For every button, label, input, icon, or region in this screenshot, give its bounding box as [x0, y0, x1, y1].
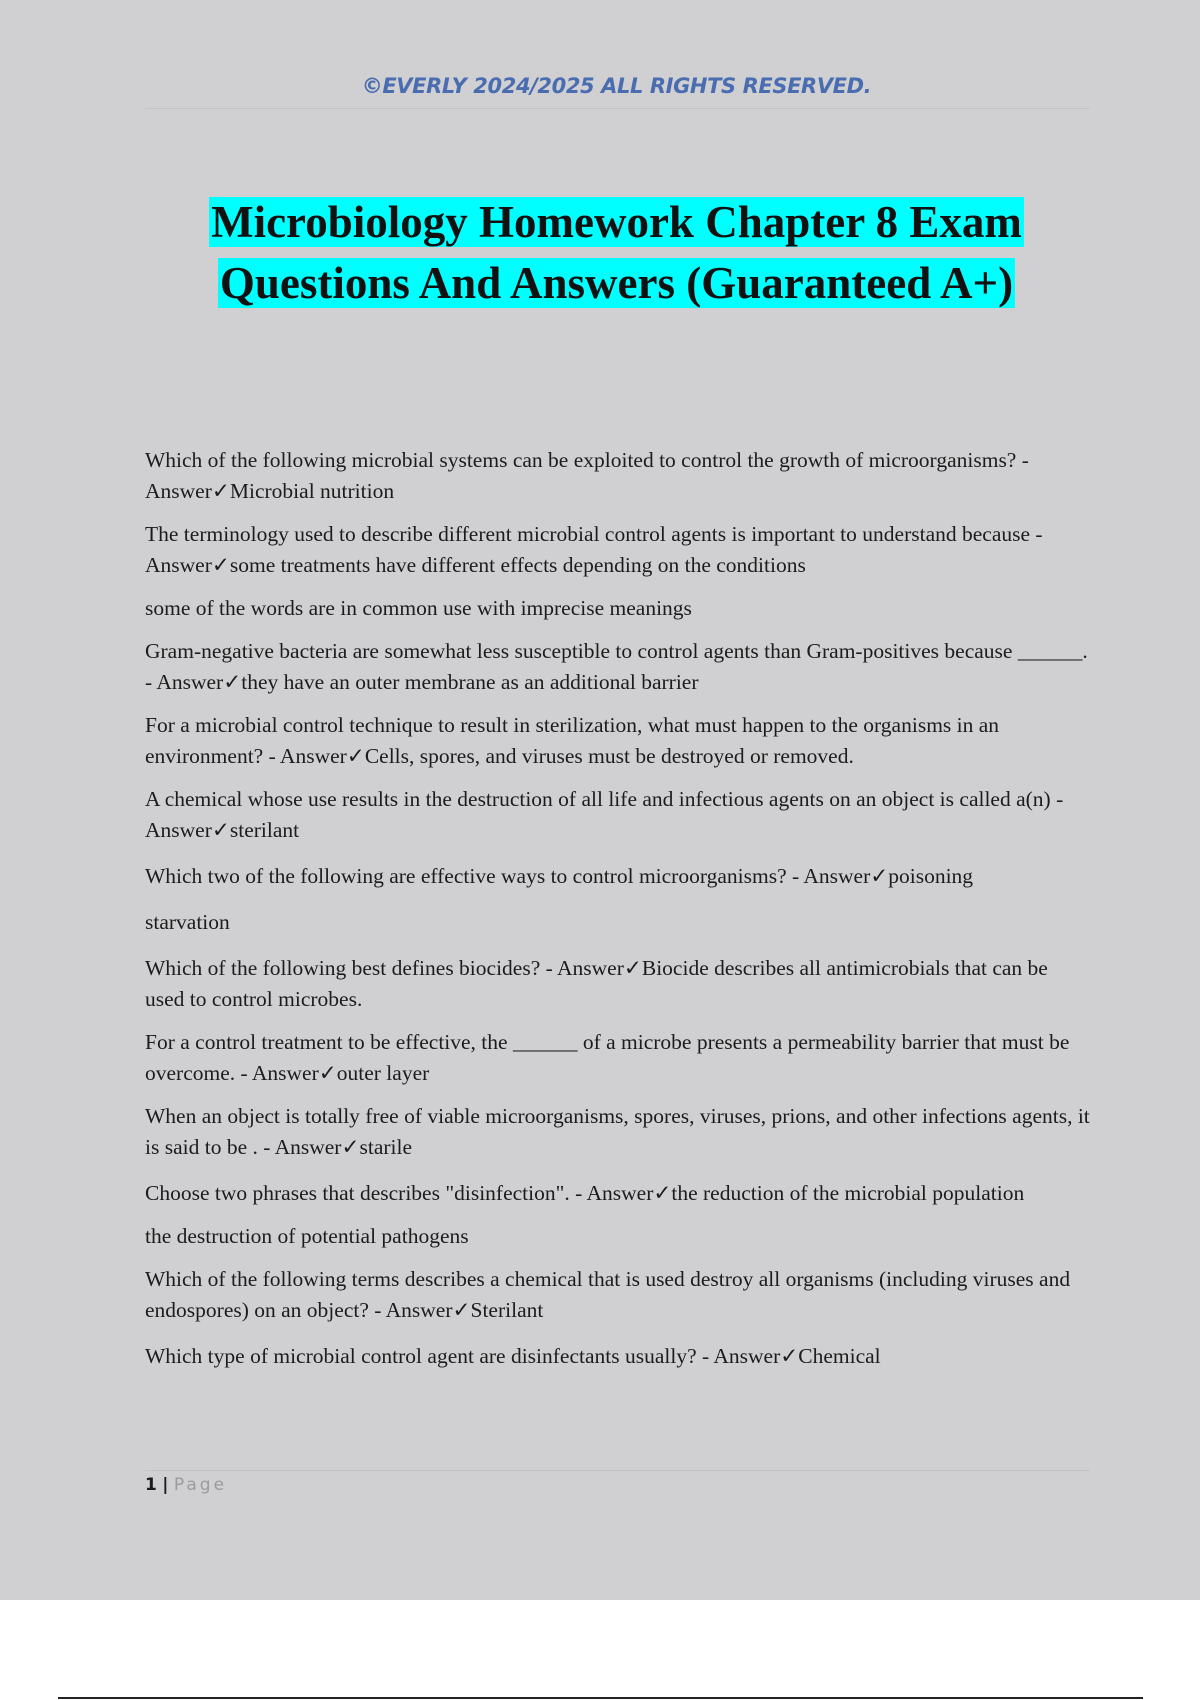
qa-item: Which of the following best defines biocides? - Answer✓Biocide describes all antimicrobials that can be used to control microbes. — [145, 956, 1048, 1011]
page-number: 1 — [145, 1475, 157, 1495]
title-line-1: Microbiology Homework Chapter 8 Exam — [211, 197, 1022, 247]
document-title — [0, 192, 1200, 314]
next-page-area — [0, 1600, 1200, 1700]
title-line-2: Questions And Answers (Guaranteed A+) — [219, 258, 1014, 308]
qa-item: Which two of the following are effective ways to control microorganisms? - Answer✓poisoning — [145, 864, 974, 888]
header-divider — [145, 108, 1090, 109]
qa-item: the destruction of potential pathogens — [145, 1224, 469, 1248]
qa-item: Choose two phrases that describes "disinfection". - Answer✓the reduction of the microbial population — [145, 1181, 1025, 1205]
qa-item: Gram-negative bacteria are somewhat less susceptible to control agents than Gram-positives because ______. - Answer✓they have an outer membrane as an additional barrier — [145, 639, 1088, 694]
qa-item: When an object is totally free of viable microorganisms, spores, viruses, prions, and other infections agents, it is said to be . - Answer✓starile — [145, 1104, 1090, 1159]
qa-item: The terminology used to describe different microbial control agents is important to understand because - Answer✓some treatments have different effects depending on the conditions — [145, 522, 1043, 577]
qa-item: some of the words are in common use with imprecise meanings — [145, 596, 692, 620]
footer-separator: | — [162, 1475, 169, 1495]
qa-item: Which type of microbial control agent are disinfectants usually? - Answer✓Chemical — [145, 1344, 881, 1368]
qa-item: A chemical whose use results in the destruction of all life and infectious agents on an object is called a(n) - Answer✓sterilant — [145, 787, 1064, 842]
qa-item: starvation — [145, 910, 230, 934]
qa-item: For a microbial control technique to result in sterilization, what must happen to the organisms in an environment? - Answer✓Cells, spores, and viruses must be destroyed or removed. — [145, 713, 1000, 768]
bottom-divider — [58, 1697, 1143, 1699]
qa-item: For a control treatment to be effective, the ______ of a microbe presents a permeability barrier that must be overcome. - Answer✓outer layer — [145, 1030, 1070, 1085]
qa-list — [145, 445, 1090, 1384]
page-label: Page — [173, 1475, 228, 1495]
copyright-header: ©EVERLY 2024/2025 ALL RIGHTS RESERVED. — [361, 74, 872, 98]
footer-divider — [145, 1470, 1090, 1471]
page-footer — [145, 1475, 227, 1495]
qa-item: Which of the following terms describes a chemical that is used destroy all organisms (including viruses and endospores) on an object? - Answer✓Sterilant — [145, 1267, 1071, 1322]
qa-item: Which of the following microbial systems can be exploited to control the growth of microorganisms? - Answer✓Microbial nutrition — [145, 448, 1029, 503]
